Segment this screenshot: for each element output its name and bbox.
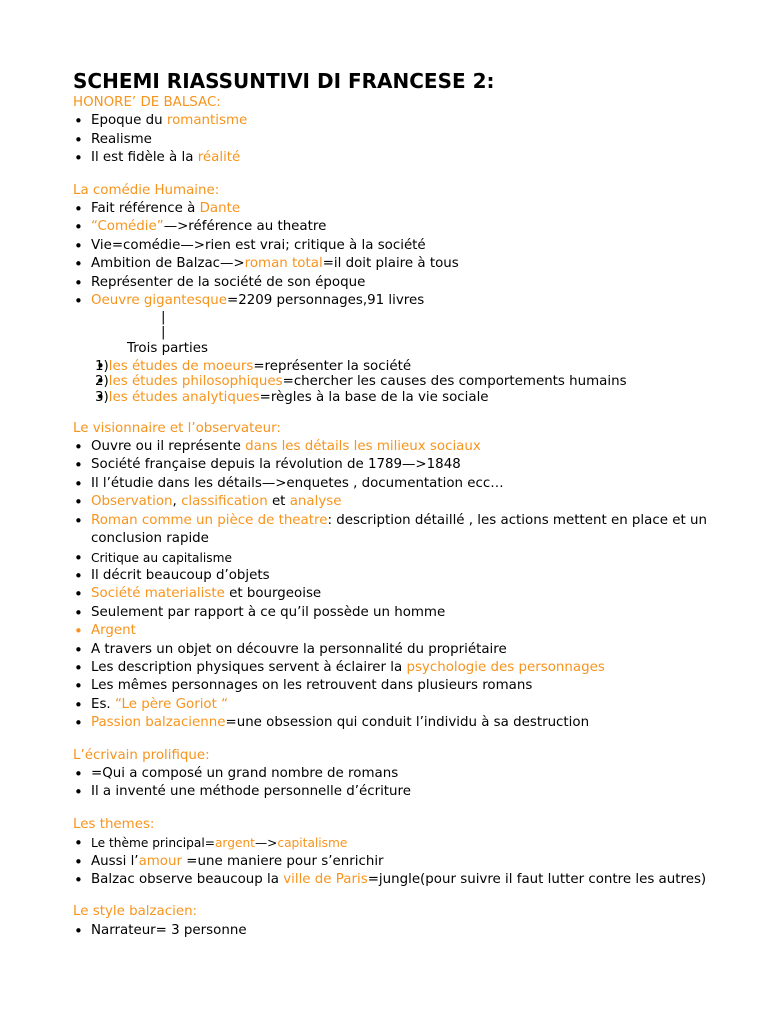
- text: =règles à la base de la vie sociale: [259, 390, 489, 406]
- text: =jungle(pour suivre il faut lutter contre les autres): [367, 872, 707, 887]
- highlight: réalité: [197, 150, 241, 166]
- list-item: [73, 871, 713, 889]
- document-page: [73, 68, 713, 940]
- list-item: [73, 438, 713, 456]
- section-heading: Le style balzacien:: [73, 904, 198, 920]
- section-heading: L’écrivain prolifique:: [73, 747, 210, 763]
- list-item: [73, 659, 713, 677]
- highlight: “Le père Goriot “: [114, 696, 229, 712]
- text: =une obsession qui conduit l’individu à sa destruction: [225, 715, 590, 731]
- highlight: les études philosophiques: [108, 374, 283, 390]
- text: =il doit plaire à tous: [322, 256, 459, 272]
- numbered-item: [95, 374, 713, 390]
- text: Balzac observe beaucoup la: [91, 872, 284, 887]
- list-item: • Les mêmes personnages on les retrouvent dans plusieurs romans: [73, 677, 713, 695]
- text: =une maniere pour s’enrichir: [182, 853, 384, 869]
- highlight: ville de Paris: [283, 872, 368, 887]
- section-heading: Les themes:: [73, 816, 155, 832]
- list-item: [73, 112, 713, 130]
- text: Ambition de Balzac—>: [91, 256, 245, 272]
- highlight: analyse: [289, 494, 342, 510]
- list-item: [73, 493, 713, 511]
- list-item: [73, 853, 713, 871]
- connector-line: |: [161, 310, 166, 326]
- text: Epoque du: [91, 113, 167, 129]
- sub-heading: Trois parties: [127, 341, 208, 357]
- list-item: [73, 255, 713, 273]
- highlight: Société materialiste: [91, 586, 225, 602]
- highlight: romantisme: [166, 113, 248, 129]
- list-item: • Critique au capitalisme: [73, 549, 713, 567]
- list-item: [73, 149, 713, 167]
- text: ,: [172, 494, 182, 510]
- list-item: [73, 512, 713, 549]
- list-item: • Realisme: [73, 131, 713, 149]
- section-comedie-humaine: [73, 182, 713, 406]
- text: =chercher les causes des comportements humains: [282, 374, 627, 390]
- bullet-list: [73, 834, 713, 889]
- list-item: [73, 200, 713, 218]
- text: Aussi l’: [91, 853, 139, 869]
- text: Es.: [91, 696, 115, 712]
- list-item: [73, 696, 713, 714]
- text: =représenter la société: [253, 358, 412, 374]
- list-item: [73, 585, 713, 603]
- bullet-list: [73, 200, 713, 310]
- section-heading: La comédie Humaine:: [73, 182, 220, 198]
- highlight: les études de moeurs: [108, 358, 254, 374]
- highlight: amour: [138, 853, 182, 869]
- numbered-list: [73, 359, 713, 406]
- section-themes: [73, 816, 713, 890]
- highlight: roman total: [244, 256, 323, 272]
- page-title: SCHEMI RIASSUNTIVI DI FRANCESE 2:: [73, 69, 495, 93]
- section-balzac: [73, 94, 713, 168]
- numbered-item: [95, 359, 713, 375]
- highlight: “Comédie”: [91, 219, 164, 235]
- section-visionnaire: [73, 420, 713, 733]
- highlight: capitalisme: [277, 836, 348, 851]
- list-item: • Il l’étudie dans les détails—>enquetes , documentation ecc…: [73, 475, 713, 493]
- text: —>référence au theatre: [163, 219, 327, 235]
- list-item: • Il décrit beaucoup d’objets: [73, 567, 713, 585]
- text: et bourgeoise: [224, 586, 322, 602]
- list-item: • Société française depuis la révolution de 1789—>1848: [73, 456, 713, 474]
- section-heading: HONORE’ DE BALSAC:: [73, 95, 221, 110]
- highlight: Observation: [91, 494, 173, 510]
- bullet-list: [73, 922, 713, 940]
- text: Le thème principal=: [91, 836, 215, 851]
- list-item: • Seulement par rapport à ce qu’il possède un homme: [73, 604, 713, 622]
- text: Fait référence à: [91, 201, 200, 217]
- list-item: • Argent: [73, 622, 713, 640]
- section-heading: Le visionnaire et l’observateur:: [73, 420, 281, 436]
- highlight: Passion balzacienne: [91, 715, 226, 731]
- highlight: psychologie des personnages: [406, 659, 605, 675]
- text: Ouvre ou il représente: [91, 439, 246, 455]
- text: =2209 personnages,91 livres: [227, 293, 425, 309]
- highlight: classification: [181, 494, 268, 510]
- list-item: • Représenter de la société de son époque: [73, 274, 713, 292]
- highlight: Roman comme un pièce de theatre: [91, 512, 328, 528]
- list-item: • A travers un objet on découvre la personnalité du propriétaire: [73, 641, 713, 659]
- highlight: Oeuvre gigantesque: [91, 293, 227, 309]
- bullet-list: [73, 112, 713, 167]
- highlight: argent: [214, 836, 255, 851]
- list-item: • Vie=comédie—>rien est vrai; critique à la société: [73, 237, 713, 255]
- list-item: [73, 292, 713, 310]
- text: —>: [254, 836, 278, 851]
- list-item: • Il a inventé une méthode personnelle d’écriture: [73, 783, 713, 801]
- list-item: [73, 218, 713, 236]
- highlight: Dante: [199, 201, 241, 217]
- item-number: 1): [95, 358, 109, 374]
- section-ecrivain: [73, 747, 713, 802]
- highlight: dans les détails les milieux sociaux: [245, 439, 481, 455]
- numbered-item: [95, 390, 713, 406]
- highlight: les études analytiques: [108, 390, 260, 406]
- bullet-list: [73, 438, 713, 733]
- list-item: • Narrateur= 3 personne: [73, 922, 713, 940]
- section-style: [73, 903, 713, 940]
- text: Les description physiques servent à éclairer la: [91, 659, 407, 675]
- text: et: [267, 494, 290, 510]
- list-item: [73, 834, 713, 852]
- list-item: [73, 714, 713, 732]
- text: : description détaillé , les actions mettent en place et un conclusion rapide: [91, 512, 707, 547]
- item-number: 3): [95, 390, 109, 406]
- item-number: 2): [95, 374, 109, 390]
- bullet-list: [73, 765, 713, 802]
- connector-line: |: [161, 325, 166, 341]
- list-item: • =Qui a composé un grand nombre de romans: [73, 765, 713, 783]
- text: Il est fidèle à la: [91, 150, 198, 166]
